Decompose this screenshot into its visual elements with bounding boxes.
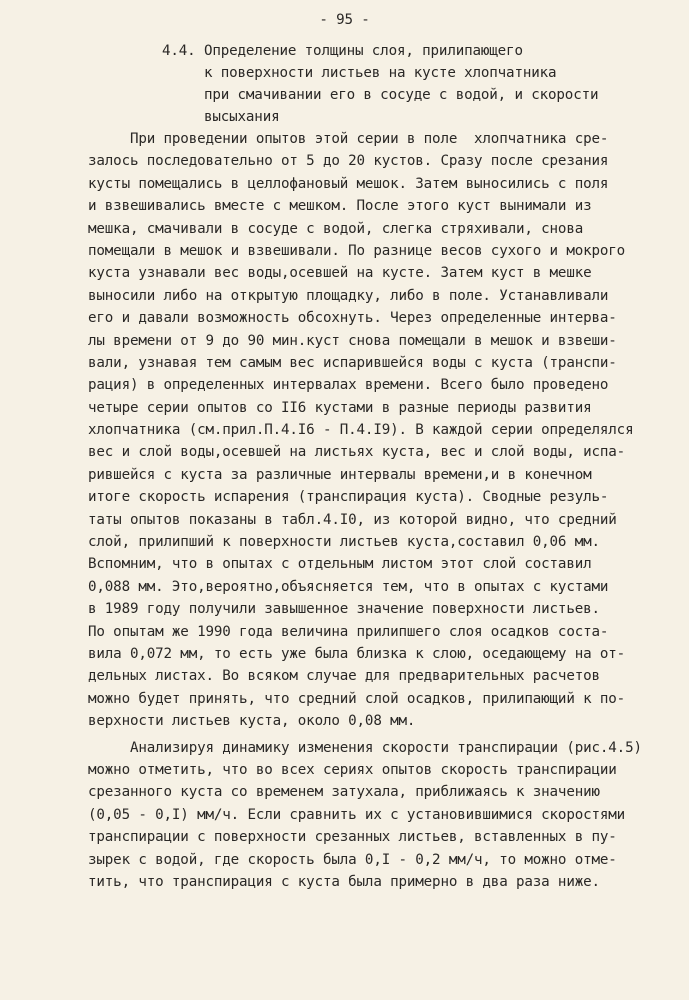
text-line: Вспомним, что в опытах с отдельным листом этот слой составил xyxy=(88,556,592,573)
heading-line: к поверхности листьев на кусте хлопчатника xyxy=(162,65,557,81)
page-number: - 95 - xyxy=(319,12,370,28)
text-line: рация) в определенных интервалах времени. Всего было проведено xyxy=(88,377,609,394)
text-line: вес и слой воды,осевшей на листьях куста, вес и слой воды, испа- xyxy=(88,444,626,461)
text-line: Анализируя динамику изменения скорости транспирации (рис.4.5) xyxy=(88,739,642,756)
text-line: мешка, смачивали в сосуде с водой, слегка стряхивали, снова xyxy=(88,220,584,237)
text-line: куста узнавали вес воды,осевшей на кусте. Затем куст в мешке xyxy=(88,265,592,282)
text-line: помещали в мешок и взвешивали. По разнице весов сухого и мокрого xyxy=(88,242,626,259)
text-line: можно будет принять, что средний слой осадков, прилипающий к по- xyxy=(88,690,626,707)
text-line: вали, узнавая тем самым вес испарившейся воды с куста (транспи- xyxy=(88,354,617,371)
text-line: в 1989 году получили завышенное значение поверхности листьев. xyxy=(88,601,600,618)
text-line: слой, прилипший к поверхности листьев куста,составил 0,06 мм. xyxy=(88,534,600,551)
text-line: можно отметить, что во всех сериях опытов скорость транспирации xyxy=(88,761,617,778)
text-line: транспирации с поверхности срезанных листьев, вставленных в пу- xyxy=(88,829,617,846)
text-line: тить, что транспирация с куста была примерно в два раза ниже. xyxy=(88,873,600,890)
paragraph-2 xyxy=(88,737,678,894)
text-line: кусты помещались в целлофановый мешок. Затем выносились с поля xyxy=(88,175,609,192)
text-line: четыре серии опытов со II6 кустами в разные периоды развития xyxy=(88,399,592,416)
text-line: и взвешивались вместе с мешком. После этого куст вынимали из xyxy=(88,198,592,215)
text-line: срезанного куста со временем затухала, приближаясь к значению xyxy=(88,784,600,801)
heading-line: высыхания xyxy=(162,109,280,125)
text-line: верхности листьев куста, около 0,08 мм. xyxy=(88,713,416,730)
body-text xyxy=(88,128,678,893)
text-line: (0,05 - 0,I) мм/ч. Если сравнить их с установившимися скоростями xyxy=(88,806,626,823)
text-line: рившейся с куста за различные интервалы времени,и в конечном xyxy=(88,466,592,483)
text-line: залось последовательно от 5 до 20 кустов. Сразу после срезания xyxy=(88,153,609,170)
text-line: таты опытов показаны в табл.4.I0, из которой видно, что средний xyxy=(88,511,617,528)
text-line: При проведении опытов этой серии в поле хлопчатника сре- xyxy=(88,131,609,147)
text-line: зырек с водой, где скорость была 0,I - 0,2 мм/ч, то можно отме- xyxy=(88,851,617,868)
text-line: лы времени от 9 до 90 мин.куст снова помещали в мешок и взвеши- xyxy=(88,332,617,349)
text-line: вила 0,072 мм, то есть уже была близка к слою, оседающему на от- xyxy=(88,645,626,662)
text-line: его и давали возможность обсохнуть. Через определенные интерва- xyxy=(88,310,617,327)
text-line: итоге скорость испарения (транспирация куста). Сводные резуль- xyxy=(88,489,609,506)
text-line: дельных листах. Во всяком случае для предварительных расчетов xyxy=(88,668,600,685)
text-line: По опытам же 1990 года величина прилипшего слоя осадков соста- xyxy=(88,623,609,640)
paragraph-1 xyxy=(88,128,678,733)
text-line: хлопчатника (см.прил.П.4.I6 - П.4.I9). В каждой серии определялся xyxy=(88,422,634,439)
heading-line: при смачивании его в сосуде с водой, и скорости xyxy=(162,87,599,103)
text-line: 0,088 мм. Это,вероятно,объясняется тем, что в опытах с кустами xyxy=(88,578,609,595)
heading-line: 4.4. Определение толщины слоя, прилипающего xyxy=(162,43,523,59)
section-heading xyxy=(162,40,622,128)
text-line: выносили либо на открытую площадку, либо в поле. Устанавливали xyxy=(88,287,609,304)
